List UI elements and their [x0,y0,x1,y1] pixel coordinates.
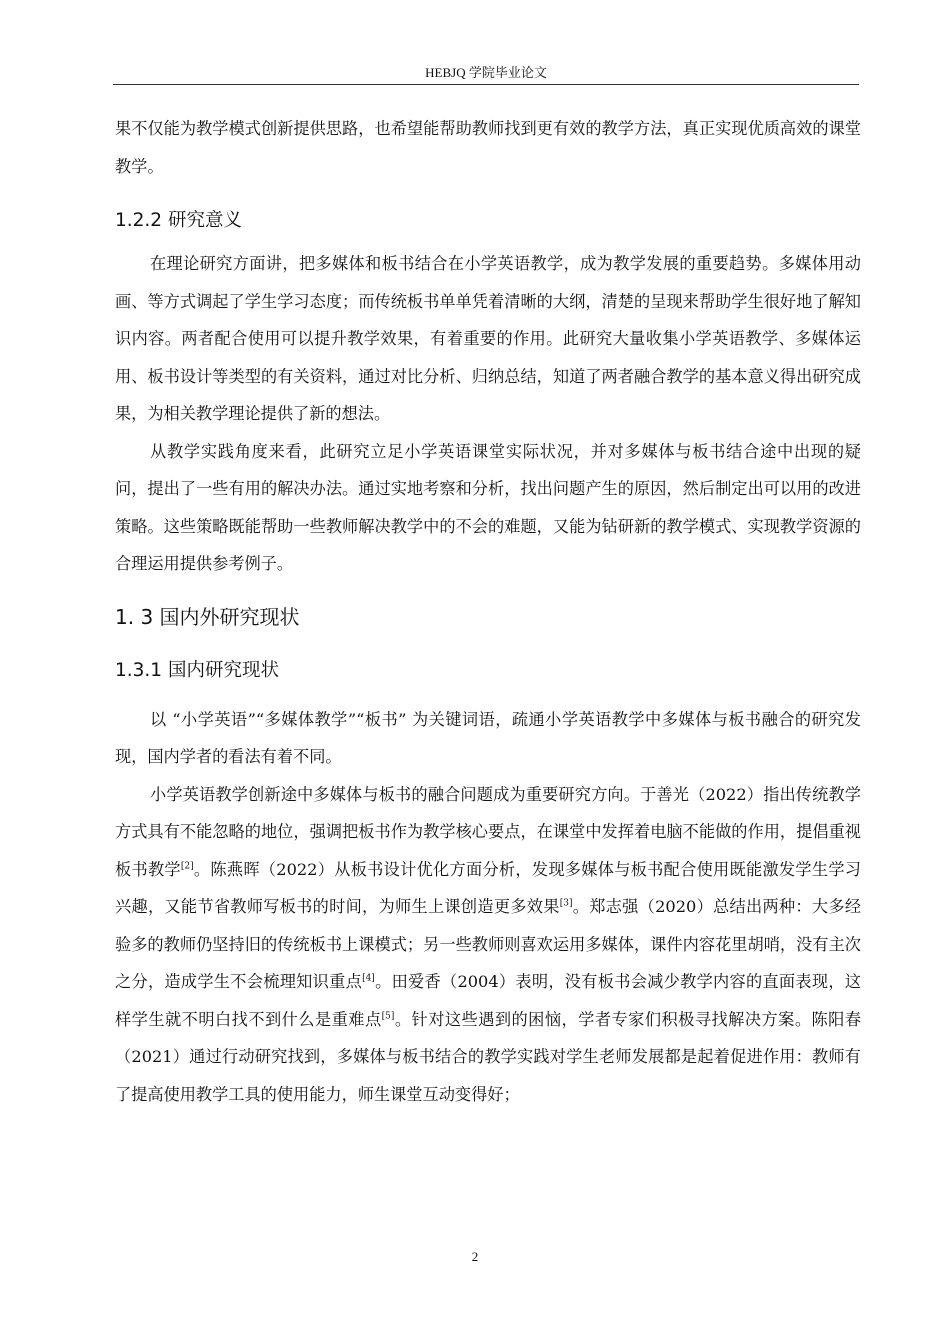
paragraph-domestic-research [115,776,861,1114]
text-segment: 。郑志强（2020）总结出两种：大多经验多的教师仍坚持旧的传统板书上课模式；另一些教师则喜欢运用多媒体，课件内容花里胡哨，没有主次之分，造成学生不会梳理知识重点 [115,897,862,991]
text-segment: 。陈燕晖（2022）从板书设计优化方面分析，发现多媒体与板书配合使用既能激发学生学习兴趣，又能节省教师写板书的时间，为师生上课创造更多效果 [115,859,861,916]
paragraph-continued: 果不仅能为教学模式创新提供思路，也希望能帮助教师找到更有效的教学方法，真正实现优质高效的课堂教学。 [115,119,861,176]
citation-2: [2] [180,861,194,872]
citation-3: [3] [559,898,573,909]
paragraph-practice: 从教学实践角度来看，此研究立足小学英语课堂实际状况，并对多媒体与板书结合途中出现的疑问，提出了一些有用的解决办法。通过实地考察和分析，找出问题产生的原因，然后制定出可以用的改进策略。这些策略既能帮助一些教师解决教学中的不会的难题，又能为钻研新的教学模式、实现教学资源的合理运用提供参考例子。 [115,441,861,573]
paragraph-keywords: 以 “小学英语”“多媒体教学”“板书” 为关键词语，疏通小学英语教学中多媒体与板书融合的研究发现，国内学者的看法有着不同。 [115,709,861,766]
page-header: HEBJQ 学院毕业论文 [425,65,547,80]
page-number: 2 [471,1249,479,1264]
text-segment: 。针对这些遇到的困恼，学者专家们积极寻找解决方案。陈阳春（2021）通过行动研究找到，多媒体与板书结合的教学实践对学生老师发展都是起着促进作用：教师有了提高使用教学工具的使用能力，师生课堂互动变得好； [115,1009,862,1104]
section-heading-1-2-2: 1.2.2 研究意义 [115,210,242,231]
section-heading-1-3: 1. 3 国内外研究现状 [115,604,300,629]
document-body [115,110,861,1113]
section-heading-1-3-1: 1.3.1 国内研究现状 [115,659,279,681]
text-segment: 。田爱香（2004）表明，没有板书会减少教学内容的直面表现，这样学生就不明白找不到什么是重难点 [115,972,861,1029]
text-segment: 小学英语教学创新途中多媒体与板书的融合问题成为重要研究方向。于善光（2022）指出传统教学方式具有不能忽略的地位，强调把板书作为教学核心要点，在课堂中发挥着电脑不能做的作用，提倡重视板书教学 [115,784,861,879]
header-rule [113,84,859,85]
paragraph-theory: 在理论研究方面讲，把多媒体和板书结合在小学英语教学，成为教学发展的重要趋势。多媒体用动画、等方式调起了学生学习态度；而传统板书单单凭着清晰的大纲，清楚的呈现来帮助学生很好地了解知识内容。两者配合使用可以提升教学效果，有着重要的作用。此研究大量收集小学英语教学、多媒体运用、板书设计等类型的有关资料，通过对比分析、归纳总结，知道了两者融合教学的基本意义得出研究成果，为相关教学理论提供了新的想法。 [115,254,861,423]
citation-4: [4] [362,973,375,984]
citation-5: [5] [381,1011,395,1022]
